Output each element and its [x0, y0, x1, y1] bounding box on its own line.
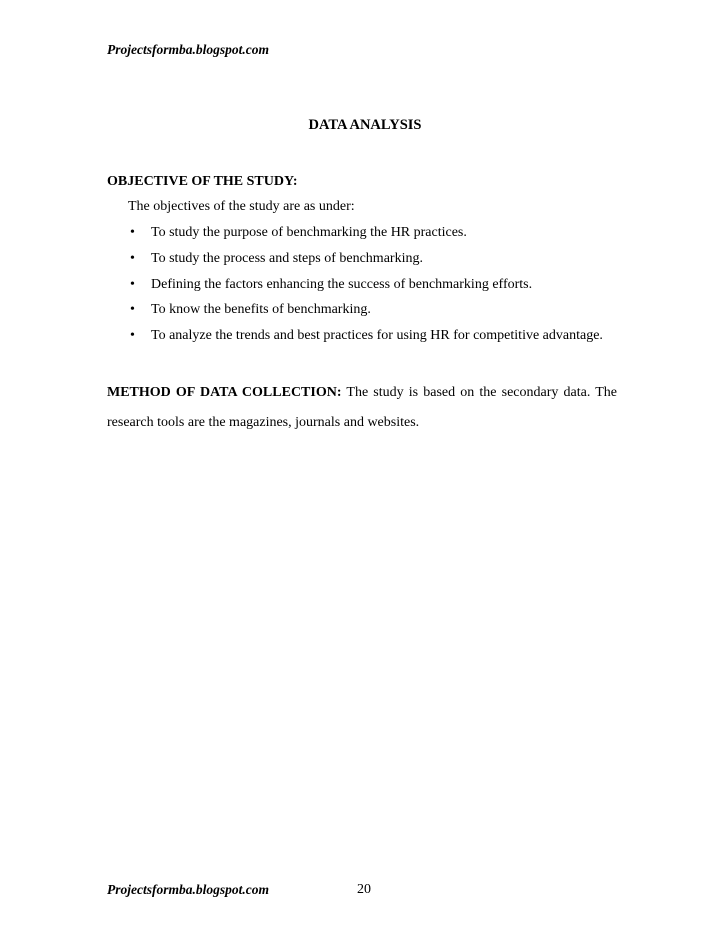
bullet-icon: • — [130, 302, 135, 317]
footer-site-name: Projectsformba.blogspot.com — [107, 882, 269, 897]
objective-item-text: Defining the factors enhancing the success of benchmarking efforts. — [151, 277, 533, 292]
method-body: The study is based on the secondary data. The research tools are the magazines, journals and websites. — [107, 385, 618, 430]
objective-item-text: To study the purpose of benchmarking the HR practices. — [151, 225, 467, 240]
header-site-name: Projectsformba.blogspot.com — [107, 42, 269, 57]
method-heading: METHOD OF DATA COLLECTION: — [107, 385, 342, 400]
page-title — [0, 117, 728, 134]
bullet-icon: • — [130, 277, 135, 292]
bullet-icon: • — [130, 328, 135, 343]
objective-heading: OBJECTIVE OF THE STUDY: — [107, 174, 298, 189]
page-title-text: DATA ANALYSIS — [308, 117, 422, 133]
objective-item-text: To study the process and steps of benchmarking. — [151, 251, 423, 266]
bullet-icon: • — [130, 251, 135, 266]
objective-intro: The objectives of the study are as under: — [128, 199, 355, 214]
objective-item-text: To analyze the trends and best practices for using HR for competitive advantage. — [151, 328, 603, 343]
bullet-icon: • — [130, 225, 135, 240]
page-number: 20 — [357, 882, 371, 897]
method-paragraph — [107, 378, 617, 438]
objective-item-text: To know the benefits of benchmarking. — [151, 302, 371, 317]
